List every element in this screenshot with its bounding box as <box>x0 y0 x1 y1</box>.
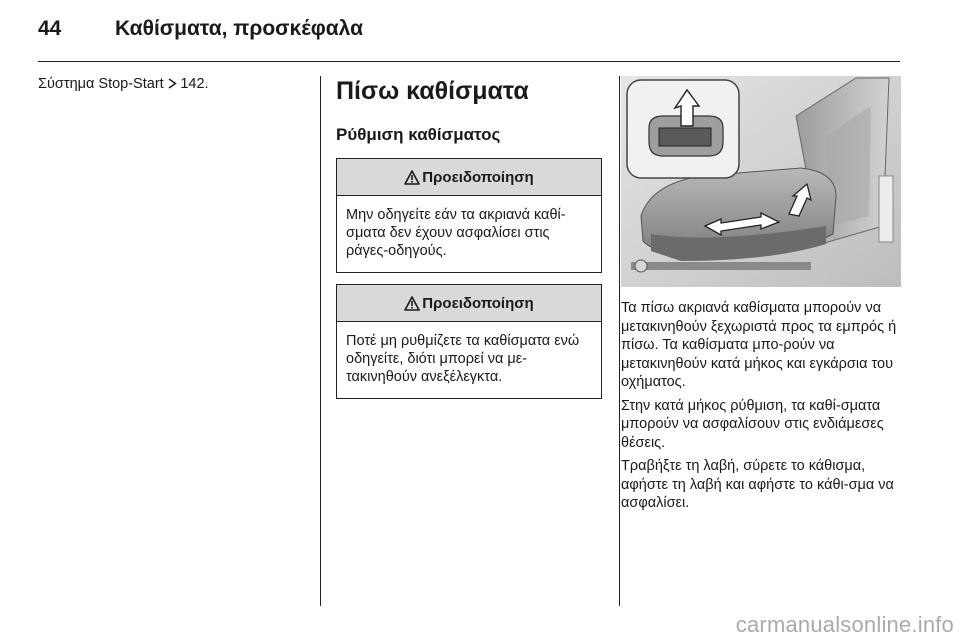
header-rule <box>38 61 900 62</box>
warning-header <box>337 159 601 196</box>
column-divider-right <box>619 76 620 606</box>
column-right <box>621 76 901 518</box>
warning-box <box>336 284 602 399</box>
page-ref-arrow-icon <box>168 76 181 91</box>
column-middle <box>336 76 602 410</box>
rear-seat-illustration <box>621 76 901 287</box>
warning-header <box>337 285 601 322</box>
paragraph: Τραβήξτε τη λαβή, σύρετε το κάθισμα, αφήστε τη λαβή και αφήστε το κάθι-σμα να ασφαλίσει. <box>621 458 894 511</box>
cross-reference-page[interactable]: 142. <box>180 76 209 92</box>
warning-title: Προειδοποίηση <box>422 168 534 186</box>
cross-reference-text: Σύστημα Stop-Start <box>38 76 164 92</box>
seat-adjustment-subheading: Ρύθμιση καθίσματος <box>336 125 501 144</box>
watermark: carmanualsonline.info <box>735 612 954 637</box>
warning-text: Μην οδηγείτε εάν τα ακριανά καθί-σματα δεν έχουν ασφαλίσει στις ράγες-οδηγούς. <box>346 207 566 259</box>
paragraph: Τα πίσω ακριανά καθίσματα μπορούν να μετακινηθούν ξεχωριστά προς τα εμπρός ή πίσω. Τα καθίσματα μπο-ρούν να μετακινηθούν κατά μήκος και εγκάρσια του οχήματος. <box>621 300 897 390</box>
warning-triangle-icon <box>404 170 420 185</box>
column-divider-left <box>320 76 321 606</box>
warning-box <box>336 158 602 273</box>
warning-text: Ποτέ μη ρυθμίζετε τα καθίσματα ενώ οδηγείτε, διότι μπορεί να με-τακινηθούν ανεξέλεγκτα. <box>346 333 580 385</box>
section-title: Καθίσματα, προσκέφαλα <box>115 17 363 40</box>
warning-triangle-icon <box>404 296 420 311</box>
warning-title: Προειδοποίηση <box>422 294 534 312</box>
rear-seats-heading: Πίσω καθίσματα <box>336 77 529 105</box>
paragraph: Στην κατά μήκος ρύθμιση, τα καθί-σματα μπορούν να ασφαλίσουν στις ενδιάμεσες θέσεις. <box>621 397 884 451</box>
column-left <box>38 76 308 92</box>
page-number: 44 <box>38 17 62 40</box>
